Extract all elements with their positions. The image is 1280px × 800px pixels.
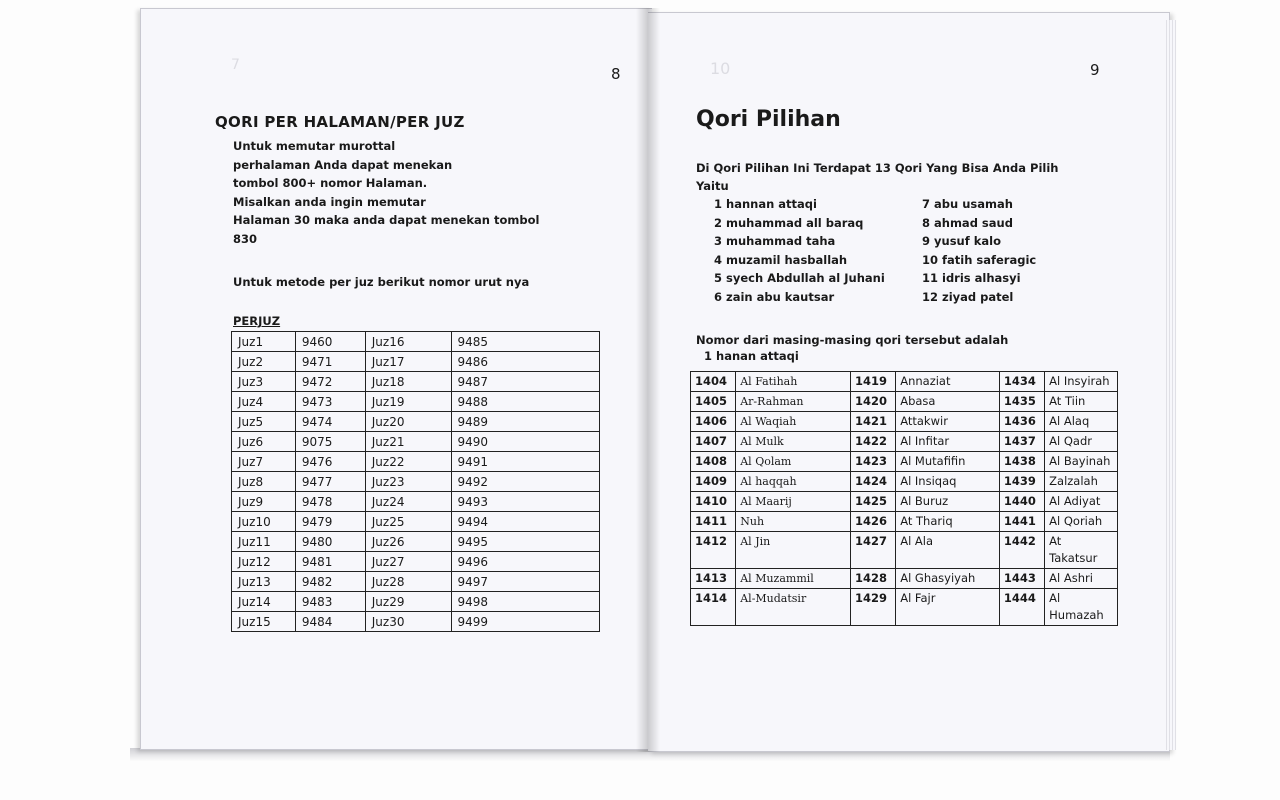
surah-name-cell: Al Buruz bbox=[896, 492, 1000, 512]
surah-code-cell: 1443 bbox=[999, 569, 1044, 589]
surah-name-cell: Annaziat bbox=[896, 372, 1000, 392]
table-row bbox=[232, 612, 600, 632]
qori-item: 11 idris alhasyi bbox=[922, 271, 1021, 285]
surah-code-cell: 1420 bbox=[850, 392, 895, 412]
table-row bbox=[691, 512, 1118, 532]
juz-code-cell: 9474 bbox=[295, 412, 365, 432]
page-number-left: 8 bbox=[611, 65, 621, 83]
juz-name-cell: Juz9 bbox=[232, 492, 296, 512]
table-row bbox=[232, 332, 600, 352]
surah-name-cell: Al Ala bbox=[896, 532, 1000, 569]
juz-name-cell: Juz1 bbox=[232, 332, 296, 352]
juz-name-cell: Juz11 bbox=[232, 532, 296, 552]
juz-name-cell: Juz26 bbox=[365, 532, 451, 552]
juz-code-cell: 9479 bbox=[295, 512, 365, 532]
table-row bbox=[232, 592, 600, 612]
surah-code-cell: 1410 bbox=[691, 492, 736, 512]
juz-code-cell: 9497 bbox=[451, 572, 599, 592]
surah-name-cell: Al Fajr bbox=[896, 589, 1000, 626]
qori-intro bbox=[696, 159, 1146, 195]
table-row bbox=[232, 352, 600, 372]
surah-code-cell: 1442 bbox=[999, 532, 1044, 569]
paragraph-line: Misalkan anda ingin memutar bbox=[233, 194, 426, 209]
surah-name-cell: Al Humazah bbox=[1045, 589, 1118, 626]
juz-name-cell: Juz25 bbox=[365, 512, 451, 532]
surah-name-cell: Al Muzammil bbox=[736, 569, 851, 589]
surah-code-cell: 1404 bbox=[691, 372, 736, 392]
surah-code-cell: 1436 bbox=[999, 412, 1044, 432]
table-row bbox=[232, 552, 600, 572]
juz-code-cell: 9492 bbox=[451, 472, 599, 492]
surah-name-cell: Al Insiqaq bbox=[896, 472, 1000, 492]
surah-code-cell: 1408 bbox=[691, 452, 736, 472]
juz-code-cell: 9483 bbox=[295, 592, 365, 612]
qori-item: 10 fatih saferagic bbox=[922, 252, 1037, 267]
juz-name-cell: Juz4 bbox=[232, 392, 296, 412]
juz-name-cell: Juz15 bbox=[232, 612, 296, 632]
table-row bbox=[691, 432, 1118, 452]
table-row bbox=[232, 492, 600, 512]
juz-name-cell: Juz24 bbox=[365, 492, 451, 512]
juz-code-cell: 9486 bbox=[451, 352, 599, 372]
left-page bbox=[140, 8, 652, 750]
juz-code-cell: 9476 bbox=[295, 452, 365, 472]
bleed-through-number: 10 bbox=[710, 59, 731, 78]
surah-code-cell: 1441 bbox=[999, 512, 1044, 532]
surah-name-cell: Al Ghasyiyah bbox=[896, 569, 1000, 589]
surah-name-cell: Al-Mudatsir bbox=[736, 589, 851, 626]
juz-name-cell: Juz10 bbox=[232, 512, 296, 532]
surah-code-cell: 1421 bbox=[850, 412, 895, 432]
table-row bbox=[691, 569, 1118, 589]
juz-code-cell: 9482 bbox=[295, 572, 365, 592]
juz-code-cell: 9477 bbox=[295, 472, 365, 492]
surah-name-cell: Al Maarij bbox=[736, 492, 851, 512]
table-row bbox=[232, 472, 600, 492]
surah-name-cell: Ar-Rahman bbox=[736, 392, 851, 412]
surah-code-cell: 1411 bbox=[691, 512, 736, 532]
nomor-subheading: 1 hanan attaqi bbox=[704, 349, 799, 363]
nomor-text: Nomor dari masing-masing qori tersebut adalah bbox=[696, 333, 1009, 347]
juz-code-cell: 9494 bbox=[451, 512, 599, 532]
juz-code-cell: 9488 bbox=[451, 392, 599, 412]
juz-name-cell: Juz13 bbox=[232, 572, 296, 592]
juz-code-cell: 9499 bbox=[451, 612, 599, 632]
qori-list-column-a bbox=[714, 195, 924, 306]
perjuz-label: PERJUZ bbox=[233, 314, 281, 328]
juz-name-cell: Juz5 bbox=[232, 412, 296, 432]
juz-name-cell: Juz28 bbox=[365, 572, 451, 592]
juz-name-cell: Juz6 bbox=[232, 432, 296, 452]
surah-name-cell: Al Fatihah bbox=[736, 372, 851, 392]
juz-name-cell: Juz17 bbox=[365, 352, 451, 372]
surah-code-cell: 1425 bbox=[850, 492, 895, 512]
qori-list-column-b bbox=[922, 195, 1082, 306]
table-row bbox=[691, 492, 1118, 512]
juz-name-cell: Juz20 bbox=[365, 412, 451, 432]
qori-item: 4 muzamil hasballah bbox=[714, 252, 848, 267]
surah-code-cell: 1429 bbox=[850, 589, 895, 626]
juz-code-cell: 9481 bbox=[295, 552, 365, 572]
surah-code-cell: 1407 bbox=[691, 432, 736, 452]
bleed-through-number: 7 bbox=[231, 57, 240, 73]
juz-code-cell: 9484 bbox=[295, 612, 365, 632]
surah-name-cell: Al Qadr bbox=[1045, 432, 1118, 452]
juz-name-cell: Juz3 bbox=[232, 372, 296, 392]
juz-code-cell: 9496 bbox=[451, 552, 599, 572]
table-row bbox=[232, 432, 600, 452]
juz-note: Untuk metode per juz berikut nomor urut nya bbox=[233, 275, 530, 289]
surah-code-cell: 1409 bbox=[691, 472, 736, 492]
qori-item: 5 syech Abdullah al Juhani bbox=[714, 271, 885, 285]
surah-code-cell: 1426 bbox=[850, 512, 895, 532]
qori-item: 6 zain abu kautsar bbox=[714, 289, 835, 304]
qori-item: 7 abu usamah bbox=[922, 197, 1013, 211]
juz-code-cell: 9489 bbox=[451, 412, 599, 432]
surah-name-cell: At Thariq bbox=[896, 512, 1000, 532]
surah-name-cell: Al Insyirah bbox=[1045, 372, 1118, 392]
surah-name-cell: Al Adiyat bbox=[1045, 492, 1118, 512]
table-row bbox=[691, 472, 1118, 492]
surah-name-cell: Abasa bbox=[896, 392, 1000, 412]
juz-name-cell: Juz22 bbox=[365, 452, 451, 472]
table-row bbox=[232, 392, 600, 412]
surah-code-cell: 1437 bbox=[999, 432, 1044, 452]
juz-name-cell: Juz16 bbox=[365, 332, 451, 352]
juz-code-cell: 9075 bbox=[295, 432, 365, 452]
juz-name-cell: Juz27 bbox=[365, 552, 451, 572]
qori-item: 2 muhammad all baraq bbox=[714, 215, 864, 230]
paragraph-line: Halaman 30 maka anda dapat menekan tombol bbox=[233, 213, 540, 227]
table-row bbox=[232, 572, 600, 592]
juz-code-cell: 9487 bbox=[451, 372, 599, 392]
surah-code-cell: 1405 bbox=[691, 392, 736, 412]
surah-code-cell: 1435 bbox=[999, 392, 1044, 412]
paragraph-line: 830 bbox=[233, 231, 258, 246]
juz-code-cell: 9498 bbox=[451, 592, 599, 612]
juz-code-cell: 9480 bbox=[295, 532, 365, 552]
qori-item: 3 muhammad taha bbox=[714, 234, 836, 248]
right-page bbox=[648, 12, 1170, 752]
surah-name-cell: Al Bayinah bbox=[1045, 452, 1118, 472]
table-row bbox=[691, 392, 1118, 412]
qori-item: 9 yusuf kalo bbox=[922, 234, 1001, 248]
surah-code-cell: 1406 bbox=[691, 412, 736, 432]
surah-name-cell: Al Infitar bbox=[896, 432, 1000, 452]
intro-line: Yaitu bbox=[696, 179, 729, 193]
qori-item: 1 hannan attaqi bbox=[714, 197, 817, 211]
juz-name-cell: Juz14 bbox=[232, 592, 296, 612]
surah-name-cell: Al haqqah bbox=[736, 472, 851, 492]
juz-code-cell: 9473 bbox=[295, 392, 365, 412]
table-row bbox=[232, 372, 600, 392]
page-number-right: 9 bbox=[1090, 61, 1100, 79]
juz-code-cell: 9485 bbox=[451, 332, 599, 352]
juz-code-cell: 9495 bbox=[451, 532, 599, 552]
surah-name-cell: Al Alaq bbox=[1045, 412, 1118, 432]
surah-code-cell: 1428 bbox=[850, 569, 895, 589]
juz-name-cell: Juz19 bbox=[365, 392, 451, 412]
table-row bbox=[232, 452, 600, 472]
table-row bbox=[691, 532, 1118, 569]
juz-code-cell: 9491 bbox=[451, 452, 599, 472]
juz-name-cell: Juz2 bbox=[232, 352, 296, 372]
juz-name-cell: Juz23 bbox=[365, 472, 451, 492]
juz-code-cell: 9490 bbox=[451, 432, 599, 452]
qori-item: 12 ziyad patel bbox=[922, 289, 1014, 304]
surah-name-cell: Al Qolam bbox=[736, 452, 851, 472]
juz-name-cell: Juz7 bbox=[232, 452, 296, 472]
surah-code-cell: 1427 bbox=[850, 532, 895, 569]
table-row bbox=[691, 452, 1118, 472]
juz-code-cell: 9478 bbox=[295, 492, 365, 512]
juz-code-cell: 9493 bbox=[451, 492, 599, 512]
paragraph-line: tombol 800+ nomor Halaman. bbox=[233, 176, 428, 190]
surah-name-cell: At Tiin bbox=[1045, 392, 1118, 412]
surah-name-cell: At Takatsur bbox=[1045, 532, 1118, 569]
surah-name-cell: Attakwir bbox=[896, 412, 1000, 432]
surah-code-cell: 1419 bbox=[850, 372, 895, 392]
surah-name-cell: Nuh bbox=[736, 512, 851, 532]
surah-code-cell: 1413 bbox=[691, 569, 736, 589]
table-row bbox=[691, 412, 1118, 432]
surah-name-cell: Al Mulk bbox=[736, 432, 851, 452]
surah-name-cell: Al Waqiah bbox=[736, 412, 851, 432]
table-row bbox=[232, 412, 600, 432]
table-row bbox=[232, 532, 600, 552]
surah-code-cell: 1444 bbox=[999, 589, 1044, 626]
surah-code-cell: 1438 bbox=[999, 452, 1044, 472]
surah-code-cell: 1440 bbox=[999, 492, 1044, 512]
juz-code-cell: 9472 bbox=[295, 372, 365, 392]
juz-name-cell: Juz21 bbox=[365, 432, 451, 452]
surah-code-cell: 1414 bbox=[691, 589, 736, 626]
surah-code-cell: 1423 bbox=[850, 452, 895, 472]
surah-name-cell: Al Qoriah bbox=[1045, 512, 1118, 532]
juz-name-cell: Juz29 bbox=[365, 592, 451, 612]
instruction-paragraph bbox=[233, 137, 553, 248]
surah-code-cell: 1412 bbox=[691, 532, 736, 569]
surah-name-cell: Al Jin bbox=[736, 532, 851, 569]
table-row bbox=[691, 589, 1118, 626]
juz-name-cell: Juz30 bbox=[365, 612, 451, 632]
surah-name-cell: Al Ashri bbox=[1045, 569, 1118, 589]
surah-name-cell: Al Mutafifin bbox=[896, 452, 1000, 472]
juz-name-cell: Juz12 bbox=[232, 552, 296, 572]
juz-name-cell: Juz8 bbox=[232, 472, 296, 492]
surah-code-cell: 1424 bbox=[850, 472, 895, 492]
surah-code-cell: 1434 bbox=[999, 372, 1044, 392]
paragraph-line: perhalaman Anda dapat menekan bbox=[233, 157, 453, 172]
surah-code-cell: 1422 bbox=[850, 432, 895, 452]
juz-code-cell: 9471 bbox=[295, 352, 365, 372]
surah-code-cell: 1439 bbox=[999, 472, 1044, 492]
surah-table bbox=[690, 371, 1118, 626]
juz-code-cell: 9460 bbox=[295, 332, 365, 352]
intro-line: Di Qori Pilihan Ini Terdapat 13 Qori Yang Bisa Anda Pilih bbox=[696, 161, 1059, 175]
surah-name-cell: Zalzalah bbox=[1045, 472, 1118, 492]
juz-name-cell: Juz18 bbox=[365, 372, 451, 392]
table-row bbox=[691, 372, 1118, 392]
qori-item: 8 ahmad saud bbox=[922, 215, 1013, 230]
juz-table bbox=[231, 331, 600, 632]
page-title-left: QORI PER HALAMAN/PER JUZ bbox=[215, 113, 465, 131]
table-row bbox=[232, 512, 600, 532]
page-stack-edge bbox=[1166, 20, 1176, 750]
paragraph-line: Untuk memutar murottal bbox=[233, 139, 396, 153]
page-title-right: Qori Pilihan bbox=[696, 107, 841, 132]
